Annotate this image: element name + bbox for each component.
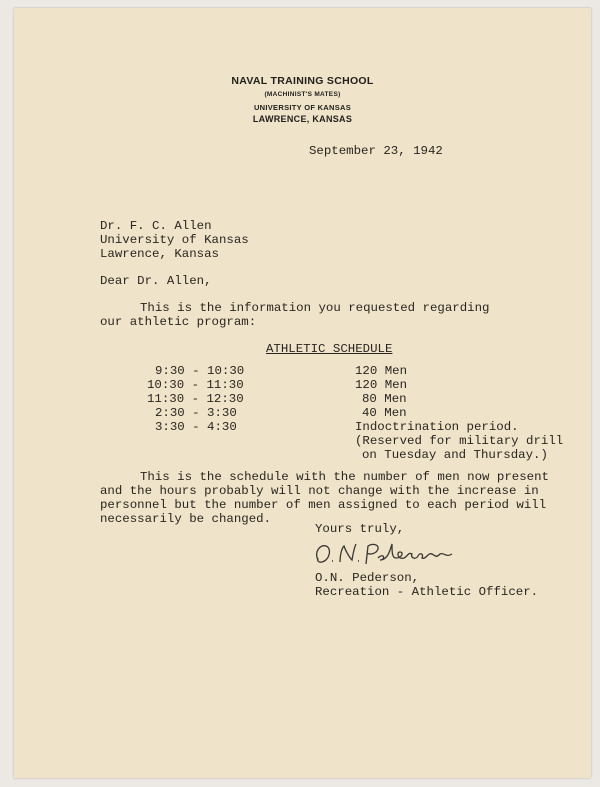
schedule-time-4: 2:30 - 3:30: [155, 406, 237, 420]
handwritten-signature: [312, 538, 462, 570]
letterhead-name: NAVAL TRAINING SCHOOL: [231, 75, 374, 87]
letterhead-university: UNIVERSITY OF KANSAS: [253, 103, 352, 112]
body-line-1: This is the schedule with the number of men now present: [140, 470, 549, 484]
recipient-org: University of Kansas: [100, 233, 249, 247]
letter-page: [14, 8, 591, 778]
letter-date: September 23, 1942: [309, 144, 443, 158]
schedule-note-1: 120 Men: [355, 364, 408, 378]
recipient-name: Dr. F. C. Allen: [100, 219, 212, 233]
signature-title: Recreation - Athletic Officer.: [315, 585, 539, 599]
signature-name: O.N. Pederson,: [315, 571, 420, 585]
salutation: Dear Dr. Allen,: [100, 274, 212, 288]
body-line-3: personnel but the number of men assigned to each period will: [100, 498, 547, 512]
schedule-extra-1: (Reserved for military drill: [355, 434, 564, 448]
schedule-note-3: 80 Men: [362, 392, 407, 406]
schedule-time-3: 11:30 - 12:30: [147, 392, 244, 406]
letterhead-location: LAWRENCE, KANSAS: [252, 114, 353, 124]
closing: Yours truly,: [315, 522, 405, 536]
body-line-4: necessarily be changed.: [100, 512, 272, 526]
schedule-extra-2: on Tuesday and Thursday.): [362, 448, 548, 462]
schedule-note-2: 120 Men: [355, 378, 408, 392]
schedule-time-1: 9:30 - 10:30: [155, 364, 245, 378]
schedule-note-4: 40 Men: [362, 406, 407, 420]
intro-line-2: our athletic program:: [100, 315, 257, 329]
schedule-title: ATHLETIC SCHEDULE: [266, 342, 393, 356]
schedule-time-2: 10:30 - 11:30: [147, 378, 244, 392]
intro-line-1: This is the information you requested regarding: [140, 301, 490, 315]
schedule-note-5: Indoctrination period.: [355, 420, 519, 434]
schedule-time-5: 3:30 - 4:30: [155, 420, 237, 434]
recipient-city: Lawrence, Kansas: [100, 247, 219, 261]
body-line-2: and the hours probably will not change with the increase in: [100, 484, 539, 498]
letterhead-subtitle: (MACHINIST'S MATES): [264, 91, 341, 98]
